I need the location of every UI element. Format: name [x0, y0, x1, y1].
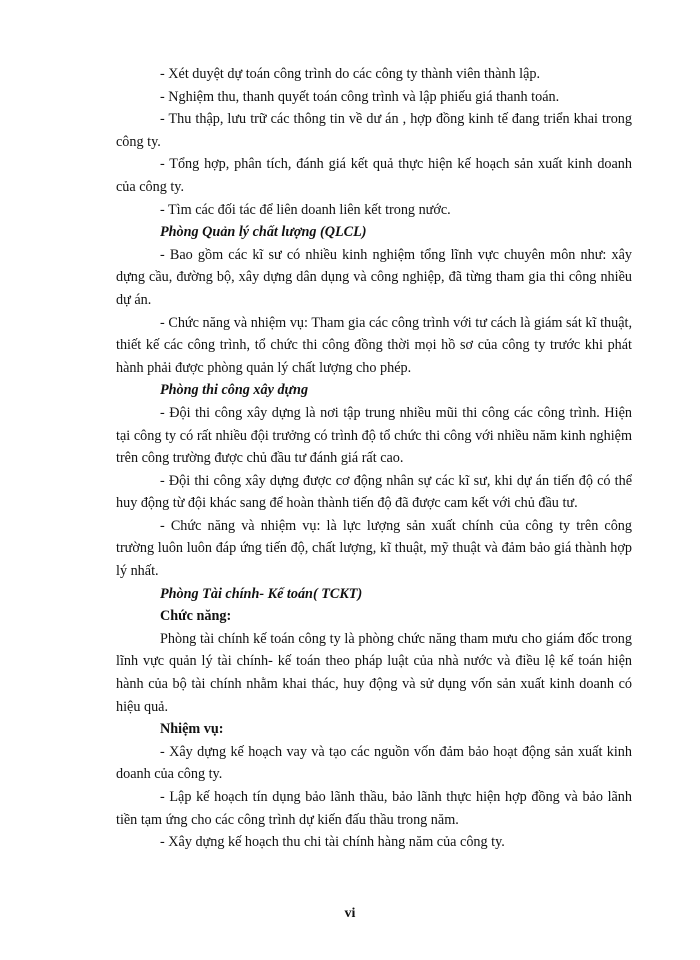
duty-label: Nhiệm vụ: [160, 721, 224, 738]
section-heading-tckt: Phòng Tài chính- Kế toán( TCKT) [160, 585, 363, 602]
tcxd-paragraph: - Đội thi công xây dựng là nơi tập trung nhiều mũi thi công các công trình. Hiện tại công ty có rất nhiều đội trưởng có trình độ tổ chức thi công với nhiều năm kinh nghiệm trên công trường được chủ đầu tư đánh giá rất cao. [116, 404, 632, 467]
qlcl-paragraph: - Chức năng và nhiệm vụ: Tham gia các công trình với tư cách là giám sát kĩ thuật, thiết kế các công trình, tổ chức thi công đồng thời mọi hồ sơ của công ty trước khi phát hành phải được phòng quản lý chất lượng cho phép. [116, 314, 632, 376]
qlcl-paragraph: - Bao gồm các kĩ sư có nhiều kinh nghiệm tổng lĩnh vực chuyên môn như: xây dựng cầu, đường bộ, xây dựng dân dụng và công nghiệp, đã từng tham gia thi công nhiều dự án. [116, 246, 632, 308]
tcxd-paragraph: - Chức năng và nhiệm vụ: là lực lượng sản xuất chính của công ty trên công trường luôn luôn đáp ứng tiến độ, chất lượng, kĩ thuật, mỹ thuật và đảm bảo giá thành hợp lý nhất. [116, 517, 632, 580]
section-heading-qlcl: Phòng Quản lý chất lượng (QLCL) [160, 224, 367, 241]
intro-item: - Tổng hợp, phân tích, đánh giá kết quả thực hiện kế hoạch sản xuất kinh doanh của công ty. [116, 156, 632, 195]
duty-item: - Xây dựng kế hoạch vay và tạo các nguồn vốn đảm bảo hoạt động sản xuất kinh doanh của công ty. [116, 743, 632, 783]
intro-item: - Nghiệm thu, thanh quyết toán công trình và lập phiếu giá thanh toán. [160, 88, 560, 105]
function-text: Phòng tài chính kế toán công ty là phòng chức năng tham mưu cho giám đốc trong lĩnh vực quản lý tài chính- kế toán theo pháp luật của nhà nước và điều lệ kế toán hiện hành của bộ tài chính nhằm khai thác, huy động và sử dụng vốn sản xuất kinh doanh có hiệu quả. [116, 630, 632, 715]
intro-item: - Thu thập, lưu trữ các thông tin về dư án , hợp đồng kinh tế đang triển khai trong công ty. [116, 111, 632, 150]
intro-item: - Tìm các đối tác để liên doanh liên kết trong nước. [160, 201, 451, 218]
intro-item: - Xét duyệt dự toán công trình do các công ty thành viên thành lập. [160, 66, 541, 82]
duty-item: - Lập kế hoạch tín dụng bảo lãnh thầu, bảo lãnh thực hiện hợp đồng và bảo lãnh tiền tạm ứng cho các công trình dự kiến đấu thầu trong năm. [116, 789, 632, 828]
section-heading-tcxd: Phòng thi công xây dựng [160, 382, 309, 399]
document-page [116, 63, 632, 854]
page-number: vi [344, 906, 356, 921]
function-label: Chức năng: [160, 608, 232, 625]
duty-item: - Xây dựng kế hoạch thu chi tài chính hàng năm của công ty. [160, 834, 505, 851]
tcxd-paragraph: - Đội thi công xây dựng được cơ động nhân sự các kĩ sư, khi dự án tiến độ có thể huy động từ đội khác sang để hoàn thành tiến độ đã được cam kết với chủ đầu tư. [116, 472, 632, 512]
